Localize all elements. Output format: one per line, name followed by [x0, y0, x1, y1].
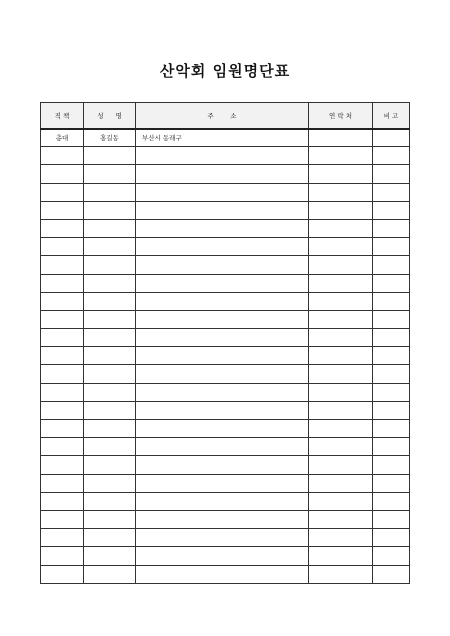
table-row — [41, 147, 410, 165]
table-row — [41, 183, 410, 201]
cell-address — [136, 474, 309, 492]
table-row — [41, 438, 410, 456]
cell-name — [84, 329, 136, 347]
header-note: 비 고 — [373, 103, 410, 129]
table-row — [41, 292, 410, 310]
table-row — [41, 274, 410, 292]
cell-name — [84, 201, 136, 219]
cell-position — [41, 183, 84, 201]
cell-position — [41, 456, 84, 474]
cell-contact — [309, 183, 373, 201]
cell-note — [373, 401, 410, 419]
table-row — [41, 383, 410, 401]
header-name: 성 명 — [84, 103, 136, 129]
cell-note — [373, 565, 410, 583]
cell-note — [373, 129, 410, 147]
table-row — [41, 420, 410, 438]
cell-position — [41, 147, 84, 165]
cell-contact — [309, 165, 373, 183]
cell-name — [84, 292, 136, 310]
cell-position: 총대 — [41, 129, 84, 147]
cell-contact — [309, 529, 373, 547]
cell-address — [136, 274, 309, 292]
cell-address — [136, 529, 309, 547]
cell-name — [84, 438, 136, 456]
table-row — [41, 238, 410, 256]
cell-name — [84, 365, 136, 383]
cell-position — [41, 438, 84, 456]
cell-contact — [309, 401, 373, 419]
cell-contact — [309, 201, 373, 219]
cell-position — [41, 201, 84, 219]
cell-name — [84, 256, 136, 274]
table-row — [41, 347, 410, 365]
cell-contact — [309, 510, 373, 528]
header-address: 주 소 — [136, 103, 309, 129]
cell-name — [84, 474, 136, 492]
cell-position — [41, 274, 84, 292]
cell-position — [41, 401, 84, 419]
cell-address — [136, 329, 309, 347]
cell-address — [136, 256, 309, 274]
cell-note — [373, 256, 410, 274]
cell-contact — [309, 147, 373, 165]
table-row — [41, 401, 410, 419]
cell-contact — [309, 310, 373, 328]
table-row — [41, 474, 410, 492]
cell-name — [84, 401, 136, 419]
cell-contact — [309, 219, 373, 237]
cell-note — [373, 274, 410, 292]
cell-name — [84, 529, 136, 547]
cell-name — [84, 383, 136, 401]
cell-name — [84, 565, 136, 583]
cell-name — [84, 510, 136, 528]
cell-note — [373, 183, 410, 201]
cell-address — [136, 547, 309, 565]
table-row — [41, 310, 410, 328]
cell-position — [41, 565, 84, 583]
table-row — [41, 529, 410, 547]
cell-address — [136, 438, 309, 456]
cell-position — [41, 547, 84, 565]
cell-address — [136, 420, 309, 438]
table-row — [41, 365, 410, 383]
cell-position — [41, 329, 84, 347]
cell-address — [136, 238, 309, 256]
cell-address — [136, 510, 309, 528]
table-row — [41, 201, 410, 219]
cell-note — [373, 474, 410, 492]
cell-note — [373, 456, 410, 474]
cell-name — [84, 347, 136, 365]
cell-note — [373, 529, 410, 547]
cell-name — [84, 456, 136, 474]
cell-address — [136, 383, 309, 401]
document-title: 산악회 임원명단표 — [159, 62, 291, 80]
cell-name — [84, 219, 136, 237]
cell-position — [41, 420, 84, 438]
roster-table — [40, 102, 410, 584]
cell-note — [373, 165, 410, 183]
cell-position — [41, 256, 84, 274]
cell-contact — [309, 347, 373, 365]
cell-note — [373, 329, 410, 347]
table-row — [41, 565, 410, 583]
cell-address — [136, 492, 309, 510]
cell-address — [136, 310, 309, 328]
cell-address — [136, 147, 309, 165]
cell-position — [41, 365, 84, 383]
header-contact: 연 락 처 — [309, 103, 373, 129]
cell-name — [84, 238, 136, 256]
cell-contact — [309, 256, 373, 274]
cell-note — [373, 365, 410, 383]
cell-note — [373, 420, 410, 438]
cell-position — [41, 383, 84, 401]
cell-contact — [309, 474, 373, 492]
header-position: 직 책 — [41, 103, 84, 129]
cell-note — [373, 201, 410, 219]
cell-contact — [309, 129, 373, 147]
header-row — [41, 103, 410, 129]
table-row — [41, 129, 410, 147]
cell-name — [84, 420, 136, 438]
cell-address — [136, 183, 309, 201]
cell-name — [84, 274, 136, 292]
cell-contact — [309, 456, 373, 474]
cell-note — [373, 347, 410, 365]
table-row — [41, 510, 410, 528]
cell-name — [84, 492, 136, 510]
cell-contact — [309, 383, 373, 401]
cell-note — [373, 547, 410, 565]
cell-position — [41, 474, 84, 492]
table-row — [41, 329, 410, 347]
cell-name — [84, 183, 136, 201]
cell-address — [136, 401, 309, 419]
cell-note — [373, 292, 410, 310]
cell-address: 부산시 동래구 — [136, 129, 309, 147]
cell-name — [84, 547, 136, 565]
cell-position — [41, 292, 84, 310]
cell-note — [373, 238, 410, 256]
table-row — [41, 256, 410, 274]
cell-contact — [309, 438, 373, 456]
cell-note — [373, 383, 410, 401]
cell-address — [136, 365, 309, 383]
cell-contact — [309, 547, 373, 565]
table-row — [41, 456, 410, 474]
cell-note — [373, 310, 410, 328]
cell-position — [41, 238, 84, 256]
table-row — [41, 492, 410, 510]
table-row — [41, 219, 410, 237]
cell-contact — [309, 274, 373, 292]
cell-address — [136, 165, 309, 183]
cell-position — [41, 529, 84, 547]
cell-address — [136, 201, 309, 219]
cell-position — [41, 310, 84, 328]
cell-address — [136, 292, 309, 310]
cell-note — [373, 492, 410, 510]
cell-contact — [309, 365, 373, 383]
cell-contact — [309, 238, 373, 256]
cell-contact — [309, 492, 373, 510]
cell-position — [41, 165, 84, 183]
cell-note — [373, 438, 410, 456]
cell-position — [41, 492, 84, 510]
cell-note — [373, 510, 410, 528]
cell-address — [136, 347, 309, 365]
cell-name — [84, 310, 136, 328]
cell-address — [136, 219, 309, 237]
cell-position — [41, 219, 84, 237]
cell-name — [84, 165, 136, 183]
cell-contact — [309, 292, 373, 310]
cell-note — [373, 219, 410, 237]
cell-name: 홍길동 — [84, 129, 136, 147]
cell-contact — [309, 565, 373, 583]
table-row — [41, 547, 410, 565]
cell-position — [41, 510, 84, 528]
table-row — [41, 165, 410, 183]
cell-contact — [309, 420, 373, 438]
cell-address — [136, 565, 309, 583]
cell-position — [41, 347, 84, 365]
cell-contact — [309, 329, 373, 347]
cell-address — [136, 456, 309, 474]
cell-name — [84, 147, 136, 165]
cell-note — [373, 147, 410, 165]
